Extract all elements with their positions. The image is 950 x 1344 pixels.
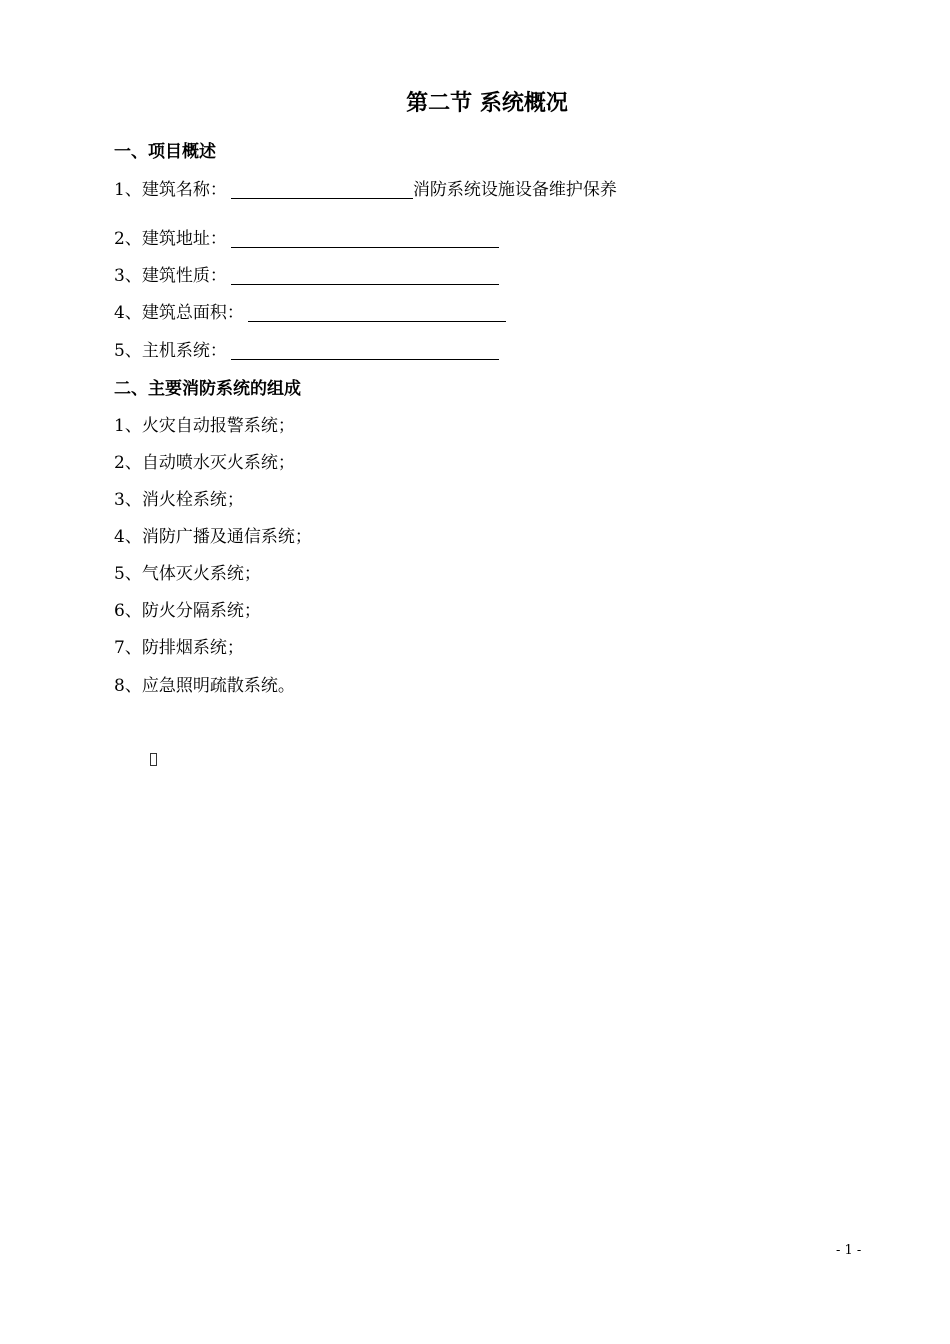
field-value: 消防系统设施设备维护保养	[412, 180, 617, 200]
page-number: - 1 -	[836, 1243, 862, 1258]
fill-blank-line	[231, 178, 413, 199]
list-item: 2、自动喷水灭火系统；	[114, 453, 295, 473]
list-item: 1、火灾自动报警系统；	[114, 416, 295, 436]
fill-blank-line	[231, 227, 499, 248]
fill-blank-line	[231, 339, 499, 360]
list-item: 7、防排烟系统；	[114, 638, 244, 658]
field-building-address	[114, 224, 499, 249]
fill-blank-line	[231, 264, 499, 285]
field-label: 3、建筑性质：	[114, 266, 227, 286]
list-item: 8、应急照明疏散系统。	[114, 676, 295, 696]
field-label: 4、建筑总面积：	[114, 303, 244, 323]
missing-glyph-box-icon	[150, 753, 157, 766]
field-label: 5、主机系统：	[114, 341, 227, 361]
page-title: 第二节 系统概况	[406, 91, 568, 116]
list-item: 6、防火分隔系统；	[114, 601, 261, 621]
field-total-area	[114, 298, 506, 323]
fill-blank-line	[248, 301, 506, 322]
section-heading-fire-systems: 二、主要消防系统的组成	[114, 379, 301, 399]
field-building-nature	[114, 261, 499, 286]
list-item: 3、消火栓系统；	[114, 490, 244, 510]
list-item: 4、消防广播及通信系统；	[114, 527, 312, 547]
field-host-system	[114, 336, 499, 361]
field-building-name	[114, 175, 617, 200]
field-label: 2、建筑地址：	[114, 229, 227, 249]
section-heading-overview: 一、项目概述	[114, 142, 216, 162]
field-label: 1、建筑名称：	[114, 180, 227, 200]
list-item: 5、气体灭火系统；	[114, 564, 261, 584]
